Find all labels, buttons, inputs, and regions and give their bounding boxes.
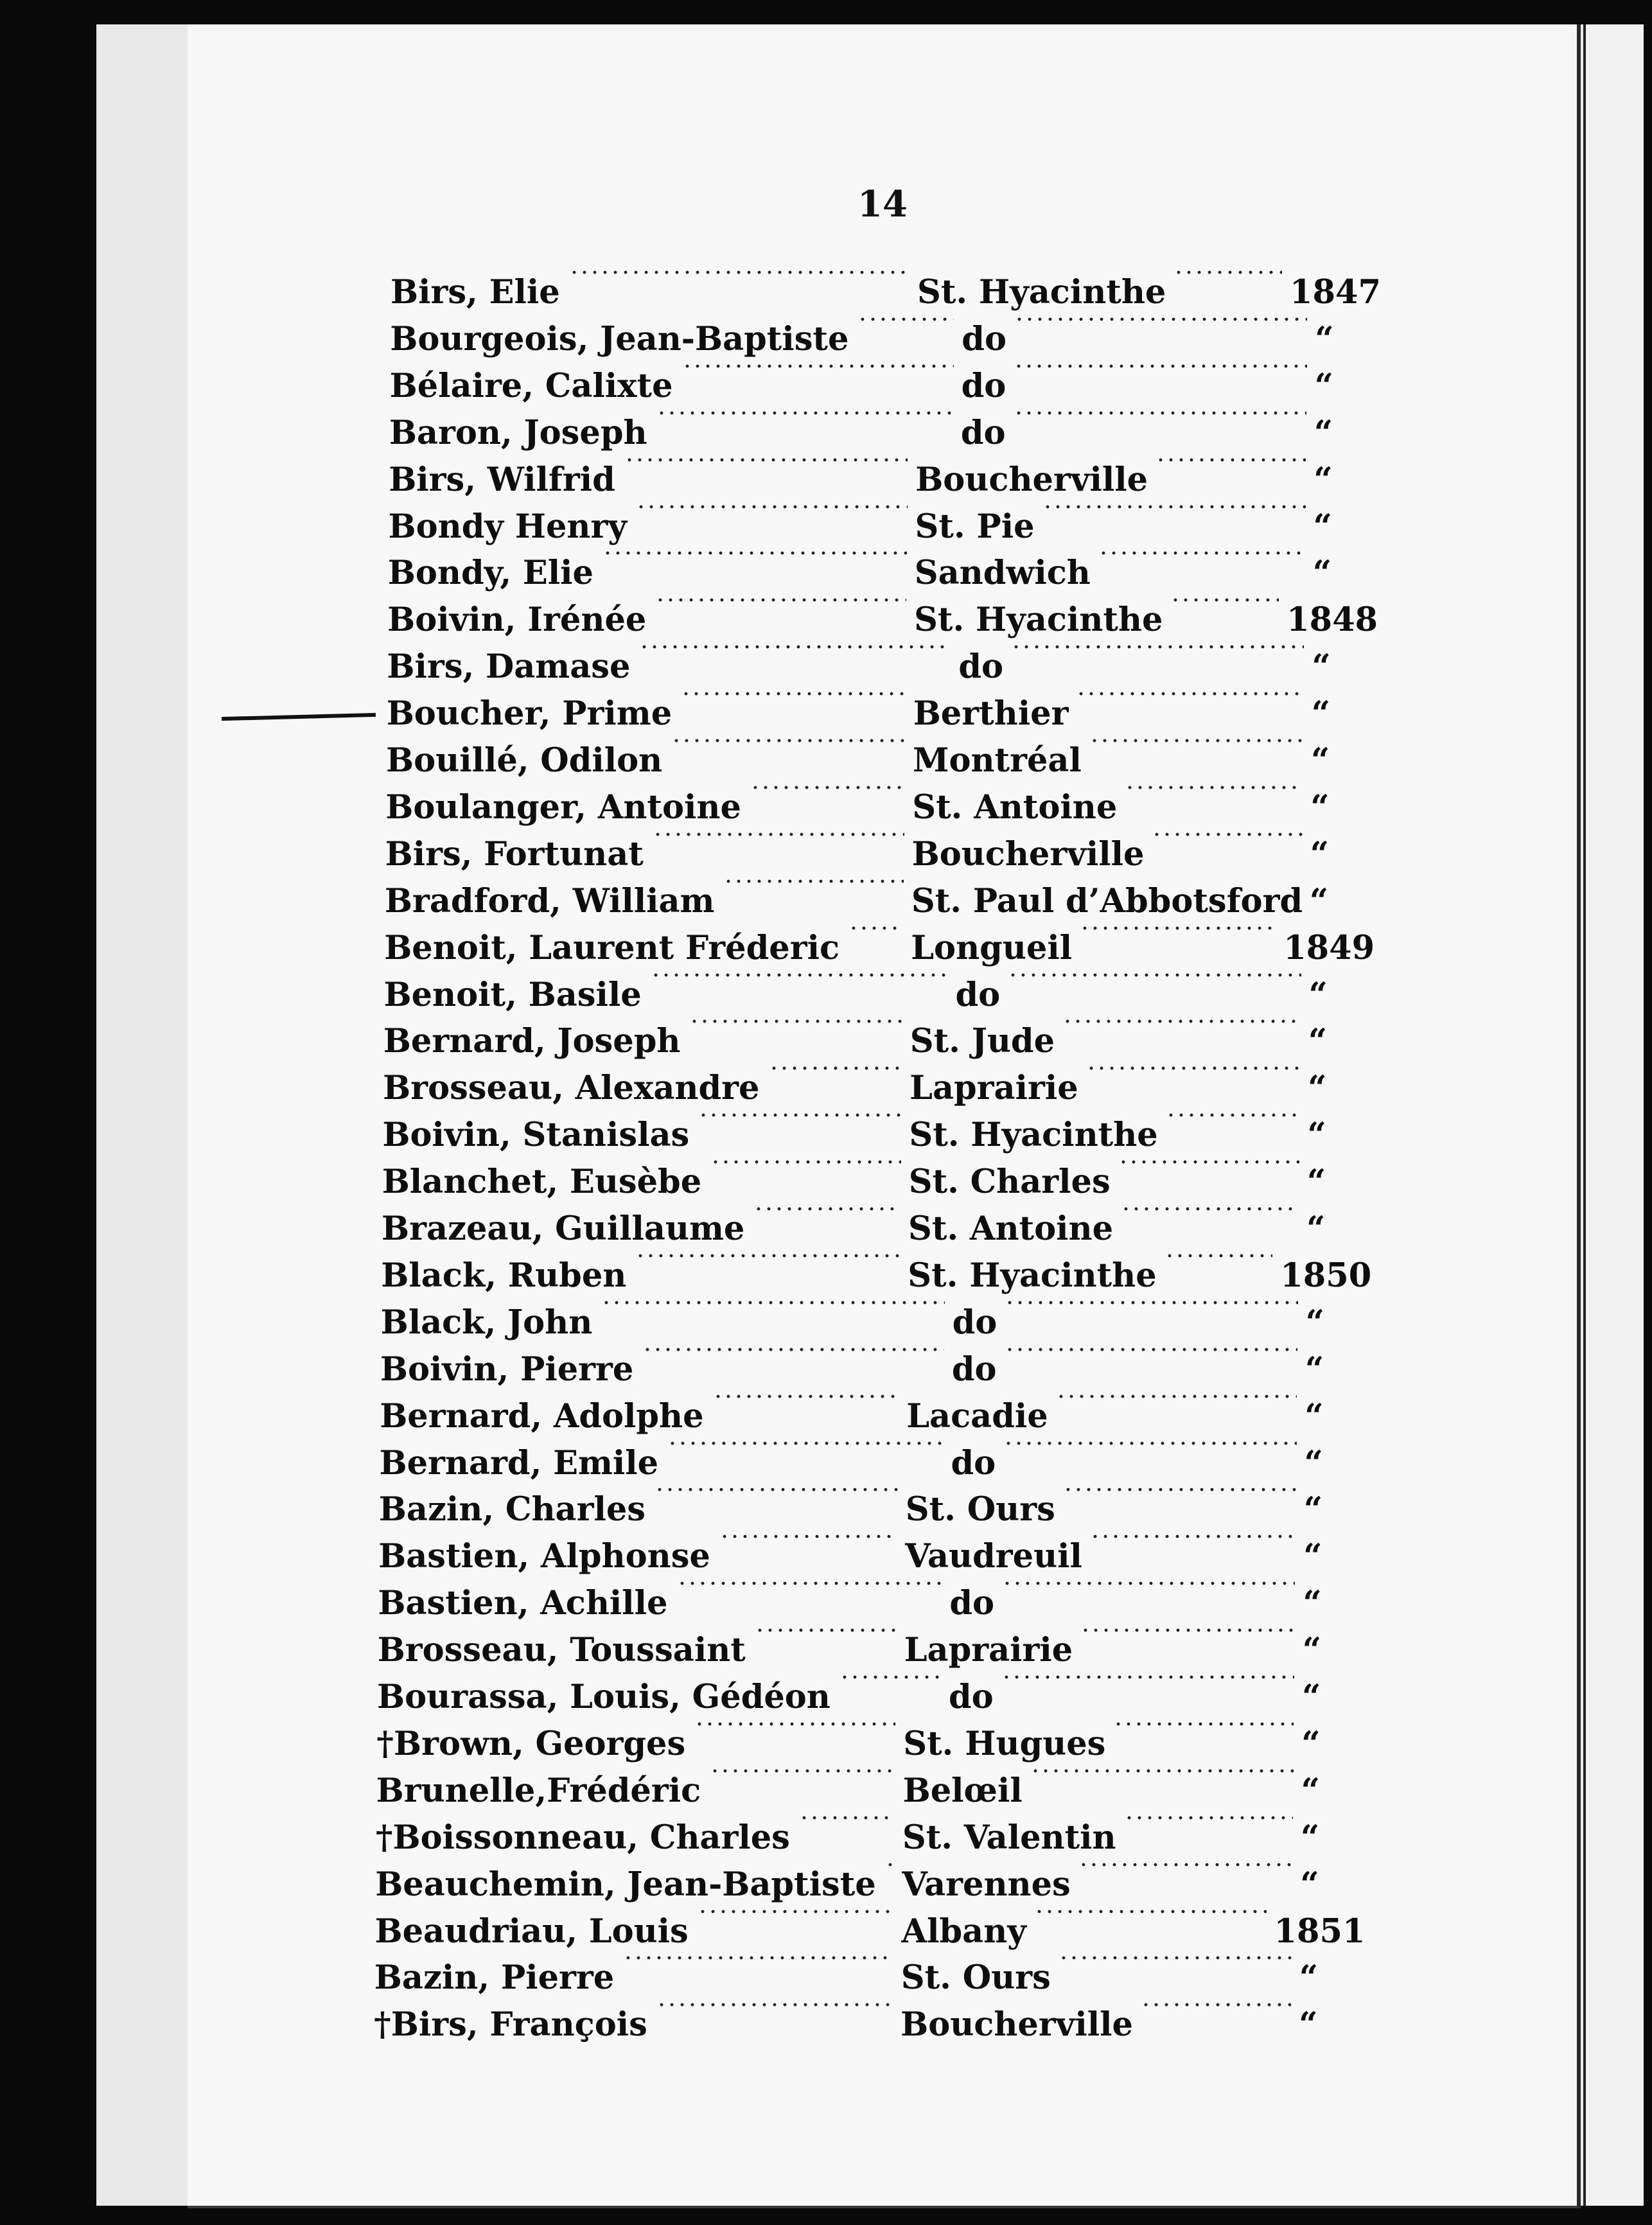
entry-place: do	[958, 647, 1004, 687]
entry-year: “	[1312, 554, 1332, 593]
leader-dots	[1014, 410, 1306, 416]
entry-row	[382, 1112, 1384, 1157]
entry-year: “	[1303, 1537, 1322, 1576]
entry-place: St. Ours	[905, 1490, 1055, 1529]
entry-name: Bélaire, Calixte	[389, 366, 673, 405]
leader-dots	[719, 1534, 897, 1539]
page-number: 14	[857, 183, 908, 225]
leader-dots	[624, 457, 908, 462]
entry-name: †Boissonneau, Charles	[375, 1818, 790, 1857]
entry-year: “	[1314, 413, 1333, 452]
leader-dots	[689, 1019, 902, 1024]
entry-row	[380, 1394, 1382, 1439]
leader-dots	[623, 1955, 893, 1960]
leader-dots	[671, 738, 905, 743]
entry-year: “	[1303, 1490, 1323, 1529]
entry-name: Bernard, Adolphe	[380, 1396, 704, 1436]
leader-dots	[1034, 1909, 1267, 1914]
entry-row	[376, 1815, 1378, 1860]
entry-row	[376, 1721, 1378, 1766]
leader-dots	[682, 364, 954, 369]
leader-dots	[1011, 644, 1304, 649]
leader-dots	[1062, 1019, 1301, 1024]
entry-place: St. Ours	[901, 1958, 1051, 1998]
entry-name: Beaudriau, Louis	[374, 1912, 689, 1951]
entry-year: 1850	[1280, 1256, 1372, 1295]
entry-row	[384, 972, 1386, 1017]
entry-year: “	[1308, 1022, 1328, 1061]
entry-name: Boivin, Pierre	[380, 1350, 634, 1389]
entry-year: 1848	[1287, 601, 1378, 640]
leader-dots	[1002, 1581, 1295, 1586]
entry-place: St. Jude	[909, 1022, 1055, 1061]
leader-dots	[1098, 550, 1305, 556]
entry-year: “	[1311, 741, 1330, 780]
entry-place: St. Pie	[915, 507, 1035, 546]
leader-dots	[651, 972, 948, 978]
leader-dots	[723, 879, 903, 884]
leader-dots	[698, 1909, 894, 1914]
entry-year: “	[1310, 787, 1330, 827]
entry-name: Bastien, Alphonse	[378, 1537, 710, 1576]
entry-row	[384, 926, 1386, 971]
entry-name: Birs, Elie	[391, 273, 560, 312]
entry-name: Boucher, Prime	[386, 694, 672, 734]
entry-name: Bernard, Joseph	[383, 1022, 681, 1061]
leader-dots	[636, 504, 908, 509]
entry-place: Belœil	[902, 1771, 1023, 1810]
entry-name: Bouillé, Odilon	[386, 741, 663, 780]
entry-name: Benoit, Laurent Fréderic	[384, 928, 840, 967]
leader-dots	[755, 1628, 897, 1633]
entry-name: Bastien, Achille	[378, 1584, 668, 1623]
leader-dots	[1113, 1721, 1294, 1727]
entry-name: Boivin, Irénée	[387, 601, 647, 640]
entry-row	[381, 1253, 1383, 1298]
entry-place: St. Paul d’Abbotsford	[911, 881, 1303, 920]
leader-dots	[1014, 364, 1306, 369]
entry-place: St. Charles	[908, 1163, 1111, 1202]
entry-row	[379, 1487, 1381, 1532]
entry-place: Laprairie	[909, 1069, 1078, 1108]
entry-place: do	[949, 1678, 994, 1716]
entry-name: Birs, Fortunat	[385, 834, 644, 874]
leader-dots	[1166, 1112, 1300, 1118]
entry-row	[378, 1581, 1380, 1626]
leader-dots	[602, 550, 907, 556]
leader-dots	[677, 1581, 942, 1586]
entry-place: St. Antoine	[908, 1209, 1114, 1248]
entry-row	[383, 1066, 1385, 1111]
leader-dots	[885, 1862, 894, 1867]
entry-year: “	[1308, 975, 1328, 1014]
entry-year: “	[1300, 1818, 1320, 1857]
entry-name: Brazeau, Guillaume	[382, 1209, 745, 1248]
entry-name: Brosseau, Alexandre	[383, 1069, 760, 1108]
entry-place: Longueil	[911, 928, 1073, 967]
entry-year: 1847	[1290, 273, 1381, 312]
leader-dots	[1118, 1159, 1299, 1165]
entry-name: †Birs, François	[374, 2005, 647, 2045]
entry-place: do	[949, 1584, 995, 1623]
entry-row	[386, 738, 1388, 783]
entry-year: “	[1314, 366, 1333, 405]
leader-dots	[839, 1675, 941, 1680]
leader-dots	[601, 1300, 944, 1305]
entry-year: “	[1299, 2005, 1318, 2045]
entry-year: “	[1302, 1631, 1322, 1670]
leader-dots	[635, 1253, 900, 1258]
leader-dots	[1059, 1955, 1292, 1960]
entry-place: St. Hugues	[903, 1724, 1106, 1763]
entry-place: do	[961, 366, 1006, 405]
leader-dots	[655, 597, 906, 602]
leader-dots	[1089, 738, 1303, 743]
leader-dots	[1170, 597, 1279, 602]
entry-year: “	[1312, 647, 1331, 687]
entry-name: Bourassa, Louis, Gédéon	[377, 1678, 830, 1716]
entry-place: do	[955, 975, 1001, 1014]
leader-dots	[653, 832, 904, 837]
leader-dots	[1005, 1300, 1297, 1305]
entry-name: Bondy Henry	[388, 507, 627, 546]
entry-place: St. Hyacinthe	[917, 273, 1166, 312]
entry-row	[389, 457, 1391, 502]
entry-year: “	[1308, 1069, 1327, 1108]
leader-dots	[1125, 785, 1303, 790]
entry-year: 1849	[1283, 928, 1375, 967]
leader-dots	[656, 410, 953, 416]
leader-dots	[1056, 1394, 1297, 1399]
entry-row	[374, 1955, 1376, 2000]
leader-dots	[655, 1487, 898, 1492]
entry-year: “	[1304, 1443, 1323, 1482]
leader-dots	[750, 785, 904, 790]
leader-dots	[1014, 317, 1307, 322]
entry-place: Montréal	[913, 741, 1082, 780]
leader-dots	[1086, 1066, 1300, 1071]
leader-dots	[1076, 691, 1303, 696]
leader-dots	[1005, 1347, 1297, 1352]
entry-year: “	[1310, 834, 1329, 874]
entry-year: “	[1301, 1771, 1320, 1810]
entry-place: St. Hyacinthe	[908, 1256, 1157, 1295]
entry-place: Albany	[901, 1912, 1026, 1951]
entry-year: “	[1305, 1396, 1324, 1436]
leader-dots	[1121, 1206, 1299, 1211]
entry-name: Boulanger, Antoine	[385, 787, 741, 827]
entry-row	[389, 410, 1391, 455]
leader-dots	[656, 2002, 893, 2007]
leader-dots	[857, 317, 954, 322]
leader-dots	[642, 1347, 944, 1352]
leader-dots	[1124, 1815, 1293, 1820]
entry-year: “	[1302, 1678, 1321, 1716]
entry-place: Varennes	[902, 1865, 1071, 1904]
entry-year: “	[1305, 1350, 1324, 1389]
entry-place: Boucherville	[915, 460, 1148, 499]
entry-name: Beauchemin, Jean-Baptiste	[375, 1865, 876, 1904]
leader-dots	[639, 644, 951, 649]
entry-row	[380, 1441, 1382, 1486]
entry-row	[376, 1768, 1378, 1813]
entry-row	[390, 317, 1392, 362]
entry-year: “	[1309, 881, 1329, 920]
leader-dots	[1141, 2002, 1291, 2007]
entry-place: St. Hyacinthe	[909, 1116, 1158, 1155]
entry-name: Black, Ruben	[381, 1256, 627, 1295]
entry-name: †Brown, Georges	[376, 1724, 686, 1763]
entry-year: “	[1303, 1584, 1322, 1623]
entry-row	[378, 1628, 1380, 1673]
entry-place: Lacadie	[906, 1396, 1048, 1436]
entry-year: 1851	[1274, 1912, 1366, 1951]
entry-year: “	[1307, 1116, 1326, 1155]
leader-dots	[698, 1112, 901, 1118]
entry-row	[378, 1534, 1380, 1579]
entry-place: St. Hyacinthe	[914, 601, 1163, 640]
leader-dots	[1078, 1862, 1292, 1867]
entry-row	[387, 597, 1389, 642]
leader-dots	[1080, 926, 1276, 931]
entry-row	[380, 1347, 1382, 1392]
entry-name: Bazin, Charles	[378, 1490, 646, 1529]
entry-name: Benoit, Basile	[383, 975, 642, 1014]
entry-name: Bourgeois, Jean-Baptiste	[390, 319, 849, 358]
leader-dots	[1003, 1441, 1296, 1446]
entry-place: Boucherville	[911, 834, 1145, 874]
leader-dots	[1164, 1253, 1273, 1258]
entry-name: Baron, Joseph	[389, 413, 647, 452]
entry-year: “	[1299, 1958, 1319, 1998]
entry-name: Blanchet, Eusèbe	[382, 1163, 702, 1202]
leader-dots	[1008, 972, 1301, 978]
entry-name: Brunelle,Frédéric	[376, 1771, 701, 1810]
entry-place: Laprairie	[904, 1631, 1073, 1670]
entry-place: St. Antoine	[912, 787, 1118, 827]
leader-dots	[1173, 270, 1282, 275]
leader-dots	[1156, 457, 1306, 462]
entry-place: Sandwich	[914, 554, 1091, 593]
entry-name: Brosseau, Toussaint	[377, 1631, 746, 1670]
leader-dots	[1063, 1487, 1296, 1492]
entry-row	[383, 1019, 1385, 1064]
leader-dots	[694, 1721, 895, 1727]
entry-name: Bondy, Elie	[387, 554, 593, 593]
entry-row	[375, 1862, 1377, 1907]
entry-place: do	[960, 413, 1006, 452]
leader-dots	[1080, 1628, 1294, 1633]
leader-dots	[681, 691, 906, 696]
entry-place: Berthier	[913, 694, 1069, 734]
leader-dots	[713, 1394, 899, 1399]
entry-place: do	[952, 1303, 997, 1342]
leader-dots	[769, 1066, 902, 1071]
entry-row	[385, 785, 1387, 830]
entry-row	[382, 1159, 1384, 1204]
leader-dots	[667, 1441, 943, 1446]
entry-row	[382, 1206, 1384, 1251]
entry-row	[389, 504, 1391, 549]
entry-row	[388, 550, 1390, 595]
entry-year: “	[1311, 694, 1331, 734]
entry-name: Bazin, Pierre	[374, 1958, 615, 1998]
entry-place: Vaudreuil	[905, 1537, 1082, 1576]
entry-row	[385, 832, 1387, 877]
facing-page-edge	[1583, 24, 1644, 2206]
entry-place: St. Valentin	[902, 1818, 1116, 1857]
entry-place: do	[951, 1350, 997, 1389]
entry-name: Birs, Wilfrid	[389, 460, 615, 499]
entry-row	[375, 1909, 1377, 1954]
leader-dots	[710, 1768, 895, 1773]
leader-dots	[753, 1206, 901, 1211]
entry-name: Birs, Damase	[387, 647, 631, 687]
entry-row	[390, 364, 1392, 409]
entry-year: “	[1313, 507, 1332, 546]
entry-row	[377, 1675, 1379, 1719]
entry-year: “	[1306, 1163, 1326, 1202]
entry-year: “	[1301, 1724, 1321, 1763]
entry-place: Boucherville	[901, 2005, 1133, 2045]
entry-name: Boivin, Stanislas	[382, 1116, 690, 1155]
entry-row	[385, 879, 1387, 924]
entry-year: “	[1305, 1303, 1324, 1342]
entry-year: “	[1314, 460, 1333, 499]
leader-dots	[1152, 832, 1302, 837]
entry-row	[374, 2002, 1376, 2047]
entry-name: Black, John	[380, 1303, 593, 1342]
leader-dots	[569, 270, 909, 275]
leader-dots	[710, 1159, 901, 1165]
entry-place: do	[951, 1443, 996, 1482]
entry-row	[387, 644, 1389, 689]
leader-dots	[799, 1815, 895, 1820]
entry-year: “	[1306, 1209, 1326, 1248]
leader-dots	[1090, 1534, 1296, 1539]
entry-row	[381, 1300, 1383, 1345]
leader-dots	[848, 926, 903, 931]
leader-dots	[1001, 1675, 1294, 1680]
entry-row	[391, 270, 1393, 315]
entry-name: Bernard, Emile	[379, 1443, 659, 1482]
entry-name: Bradford, William	[384, 881, 715, 920]
entry-place: do	[962, 319, 1006, 358]
leader-dots	[1030, 1768, 1294, 1773]
entry-year: “	[1315, 319, 1334, 358]
entry-year: “	[1300, 1865, 1319, 1904]
entry-row	[387, 691, 1389, 736]
leader-dots	[1042, 504, 1306, 509]
